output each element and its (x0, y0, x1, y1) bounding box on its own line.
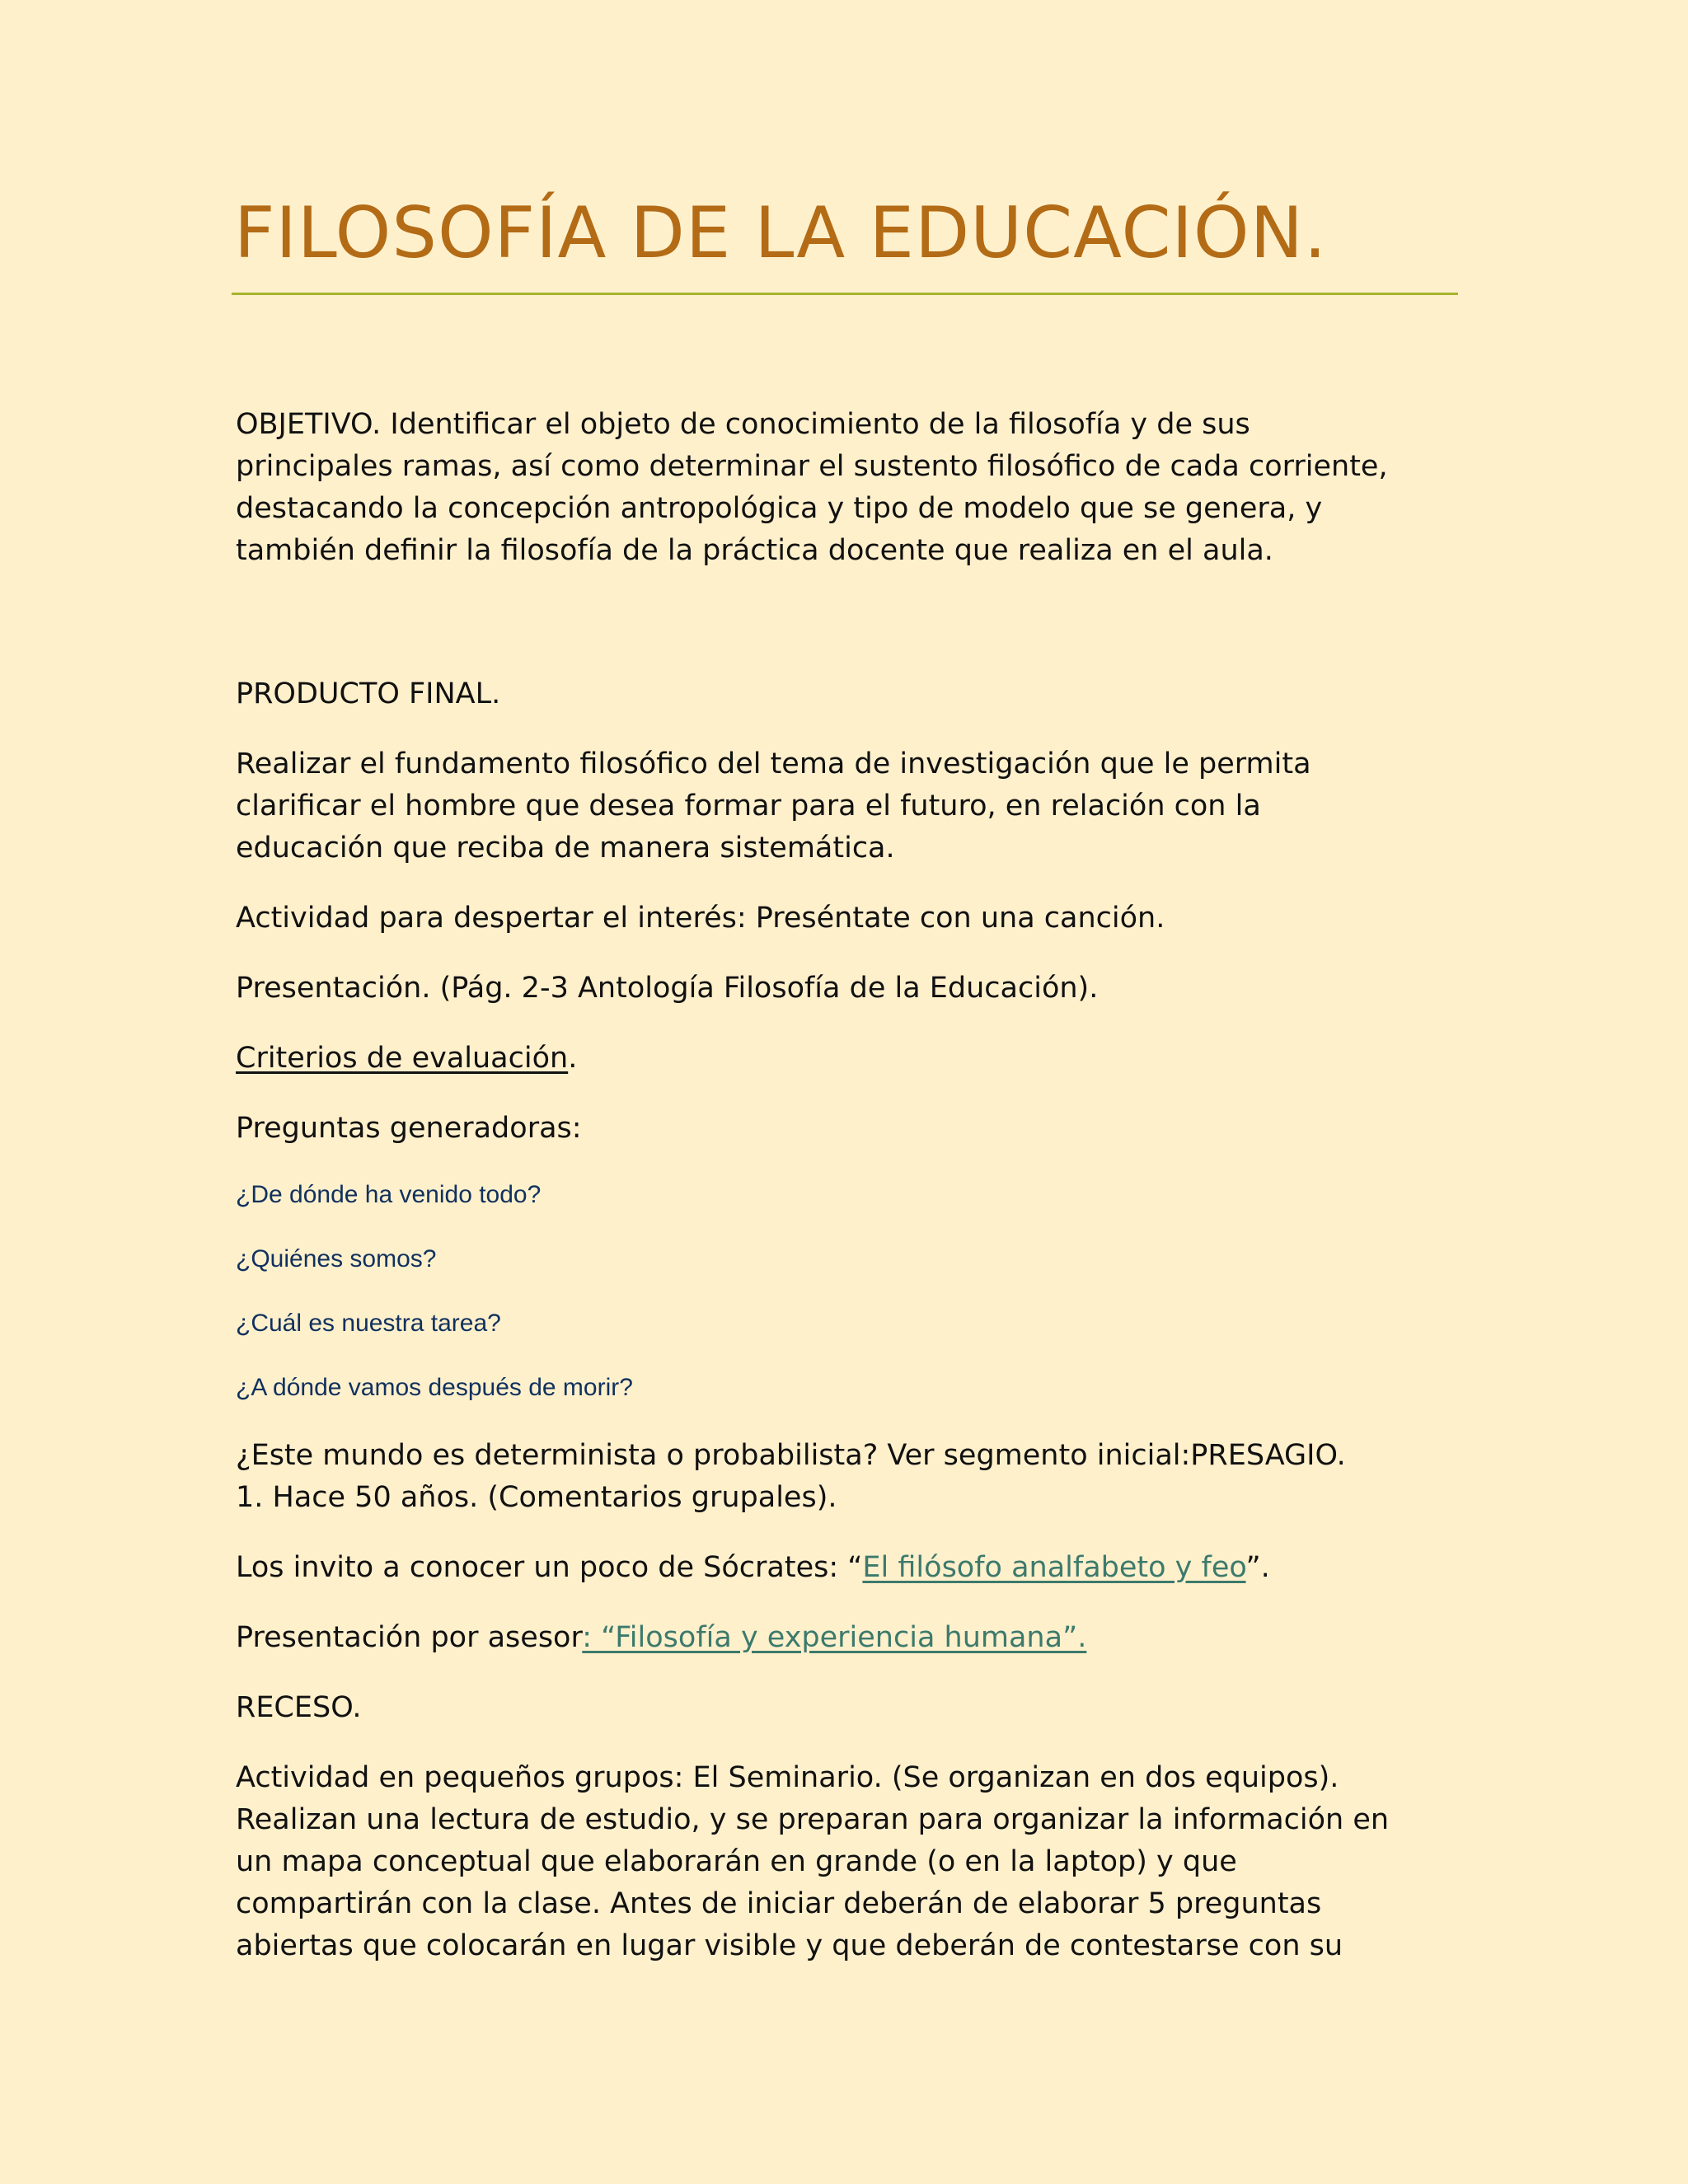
objetivo-line: también definir la filosofía de la práctica docente que realiza en el aula. (236, 534, 1273, 567)
objetivo-line: OBJETIVO. Identificar el objeto de conocimiento de la filosofía y de sus (236, 408, 1250, 441)
actividad-interes: Actividad para despertar el interés: Preséntate con una canción. (236, 902, 1165, 935)
socrates-suffix: ”. (1245, 1551, 1270, 1584)
receso-label: RECESO. (236, 1691, 362, 1724)
socrates-prefix: Los invito a conocer un poco de Sócrates: “ (236, 1551, 863, 1584)
pregunta-item: ¿Quiénes somos? (236, 1245, 437, 1272)
title-divider (232, 293, 1458, 295)
producto-final-heading: PRODUCTO FINAL. (236, 677, 501, 710)
criterios-evaluacion (236, 1038, 1472, 1080)
asesor-prefix: Presentación por asesor (236, 1621, 583, 1654)
criterios-suffix: . (568, 1042, 578, 1075)
presentacion-antologia: Presentación. (Pág. 2-3 Antología Filosofía de la Educación). (236, 972, 1099, 1005)
mundo-line: ¿Este mundo es determinista o probabilista? Ver segmento inicial:PRESAGIO. (236, 1439, 1346, 1472)
asesor-link[interactable]: : “Filosofía y experiencia humana”. (582, 1621, 1087, 1654)
producto-final-line: educación que reciba de manera sistemática. (236, 832, 895, 865)
objetivo-line: principales ramas, así como determinar el sustento filosófico de cada corriente, (236, 450, 1388, 483)
preguntas-heading: Preguntas generadoras: (236, 1112, 582, 1145)
criterios-link[interactable]: Criterios de evaluación (236, 1042, 569, 1075)
socrates-link[interactable]: El filósofo analfabeto y feo (862, 1551, 1246, 1584)
socrates-paragraph (236, 1547, 1472, 1589)
seminario-line: un mapa conceptual que elaborarán en grande (o en la laptop) y que (236, 1845, 1237, 1878)
seminario-line: abiertas que colocarán en lugar visible y que deberán de contestarse con su (236, 1929, 1343, 1962)
objetivo-line: destacando la concepción antropológica y tipo de modelo que se genera, y (236, 492, 1323, 525)
pregunta-item: ¿A dónde vamos después de morir? (236, 1374, 633, 1401)
pregunta-item: ¿Cuál es nuestra tarea? (236, 1310, 501, 1337)
page-title: FILOSOFÍA DE LA EDUCACIÓN. (234, 192, 1328, 274)
seminario-line: compartirán con la clase. Antes de iniciar deberán de elaborar 5 preguntas (236, 1887, 1322, 1920)
producto-final-line: Realizar el fundamento filosófico del tema de investigación que le permita (236, 748, 1311, 780)
mundo-line: 1. Hace 50 años. (Comentarios grupales). (236, 1481, 837, 1514)
seminario-line: Realizan una lectura de estudio, y se preparan para organizar la información en (236, 1803, 1390, 1836)
seminario-line: Actividad en pequeños grupos: El Seminario. (Se organizan en dos equipos). (236, 1761, 1339, 1794)
pregunta-item: ¿De dónde ha venido todo? (236, 1181, 542, 1208)
producto-final-line: clarificar el hombre que desea formar para el futuro, en relación con la (236, 790, 1261, 823)
asesor-paragraph (236, 1617, 1472, 1659)
